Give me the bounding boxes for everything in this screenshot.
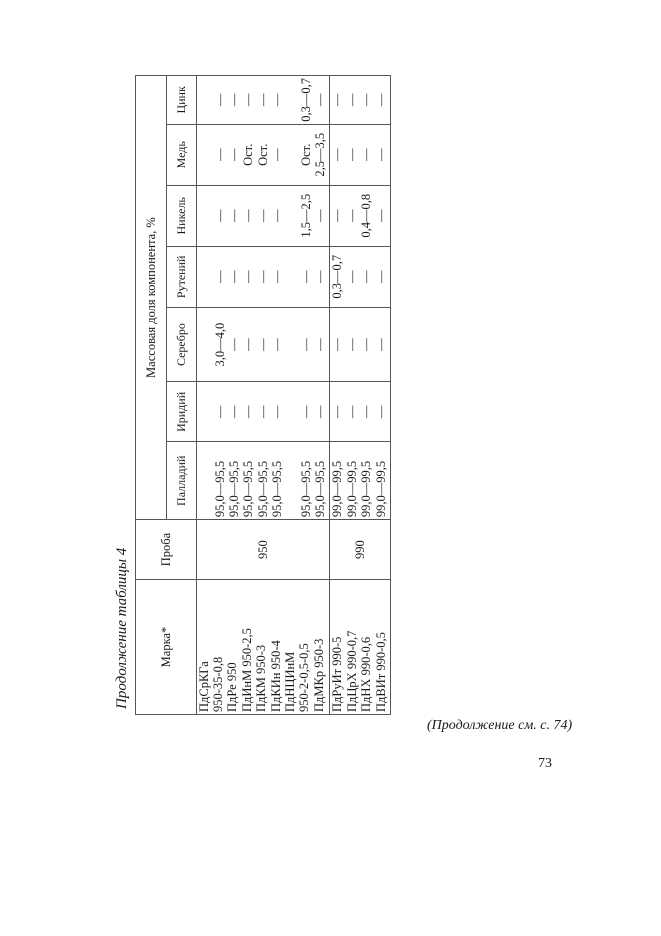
value: — [359, 270, 374, 284]
page-number: 73 [538, 756, 552, 771]
value: — [212, 148, 227, 162]
silver-cell [196, 307, 330, 382]
rotated-table-block [115, 75, 395, 715]
value: — [212, 93, 227, 107]
value: 95,0—95,5 [299, 460, 314, 518]
nickel-cell [196, 185, 330, 246]
mark-item: ПдМКр 950-3 [311, 638, 326, 712]
mark-item: ПдЦрХ 990-0,7 [344, 630, 359, 712]
value: 95,0—95,5 [227, 460, 242, 518]
value: — [313, 270, 328, 284]
value: — [313, 209, 328, 223]
header-row-1 [136, 76, 167, 715]
value: — [241, 93, 256, 107]
value: — [255, 405, 270, 419]
value: — [270, 93, 285, 107]
header-palladium: Палладий [167, 442, 196, 520]
mark-item: ПдСрКГа [196, 661, 211, 712]
value: — [227, 338, 242, 351]
value: 95,0—95,5 [313, 460, 328, 518]
value: — [241, 405, 256, 419]
value: — [373, 93, 388, 107]
marks-cell [330, 580, 391, 715]
continuation-note: (Продолжение см. с. 74) [427, 718, 573, 733]
value: 99,0—99,5 [330, 460, 345, 518]
copper-cell [330, 124, 391, 185]
zinc-cell [330, 76, 391, 125]
mark-item: ПдРуИт 990-5 [330, 636, 345, 712]
table-caption: Продолжение таблицы 4 [114, 547, 130, 709]
value: — [227, 270, 242, 284]
mark-item: ПдНХ 990-0,6 [359, 636, 374, 712]
value: — [270, 209, 285, 223]
value: — [344, 148, 359, 162]
value: 2,5—3,5 [313, 132, 328, 177]
value: — [255, 338, 270, 351]
header-zinc: Цинк [167, 76, 196, 125]
header-mass-fraction: Массовая доля компонента, % [136, 76, 167, 520]
value: 0,3—0,7 [299, 78, 314, 122]
value: — [270, 338, 285, 351]
value: — [241, 338, 256, 351]
value: — [373, 405, 388, 419]
value: — [344, 270, 359, 284]
value: — [330, 209, 345, 223]
header-copper: Медь [167, 124, 196, 185]
palladium-cell [330, 442, 391, 520]
value: 95,0—95,5 [270, 460, 285, 518]
value: — [344, 209, 359, 223]
value: — [359, 148, 374, 162]
ruthenium-cell [196, 246, 330, 307]
value: — [330, 338, 345, 351]
value: — [313, 93, 328, 107]
mark-item: ПдВИт 990-0,5 [373, 632, 388, 712]
ruthenium-cell [330, 246, 391, 307]
value: — [330, 93, 345, 107]
value: — [255, 209, 270, 223]
value: — [241, 209, 256, 223]
mark-item: ПдРе 950 [225, 662, 240, 712]
value: — [212, 270, 227, 284]
value: 95,0—95,5 [241, 460, 256, 518]
zinc-cell [196, 76, 330, 125]
iridium-cell [196, 382, 330, 442]
value: — [212, 405, 227, 419]
mark-item: ПдНЦИнМ [283, 651, 298, 712]
alloy-composition-table [135, 75, 391, 715]
value: — [344, 405, 359, 419]
value: 95,0—95,5 [212, 460, 227, 518]
value: — [227, 209, 242, 223]
value: 0,4—0,8 [359, 193, 374, 238]
value: Ост. [255, 143, 270, 166]
value: — [373, 270, 388, 284]
value: — [270, 405, 285, 419]
header-iridium: Иридий [167, 382, 196, 442]
mark-item: ПдКМ 950-3 [254, 644, 269, 712]
value: — [227, 405, 242, 419]
value: 95,0—95,5 [255, 460, 270, 518]
value: — [359, 338, 374, 351]
value: — [255, 93, 270, 107]
value: 3,0—4,0 [212, 322, 227, 367]
value: 99,0—99,5 [373, 460, 388, 518]
value: Ост. [241, 143, 256, 166]
header-silver: Серебро [167, 307, 196, 382]
value: — [313, 338, 328, 351]
mark-item: 950-35-0,8 [211, 656, 226, 712]
value: — [270, 270, 285, 284]
mark-item: ПдКИн 950-4 [268, 640, 283, 712]
palladium-cell [196, 442, 330, 520]
value: — [241, 270, 256, 284]
value: — [313, 405, 328, 419]
value: 1,5—2,5 [299, 193, 314, 238]
value: Ост. [299, 143, 314, 166]
value: — [270, 148, 285, 162]
table-row-group-950 [196, 76, 330, 715]
value: — [330, 148, 345, 162]
value: 0,3—0,7 [330, 254, 345, 299]
value: — [299, 270, 314, 284]
value: — [344, 338, 359, 351]
value: — [330, 405, 345, 419]
iridium-cell [330, 382, 391, 442]
proba-cell: 950 [196, 520, 330, 580]
copper-cell [196, 124, 330, 185]
value: — [359, 405, 374, 419]
header-mark: Марка* [136, 580, 197, 715]
mark-item: ПдИнМ 950-2,5 [239, 628, 254, 712]
silver-cell [330, 307, 391, 382]
header-proba: Проба [136, 520, 197, 580]
value: — [227, 93, 242, 107]
value: — [255, 270, 270, 284]
table-row-group-990 [330, 76, 391, 715]
marks-cell [196, 580, 330, 715]
proba-cell: 990 [330, 520, 391, 580]
value: — [299, 405, 314, 419]
header-nickel: Никель [167, 185, 196, 246]
value: — [373, 148, 388, 162]
value: — [344, 93, 359, 107]
value: 99,0—99,5 [359, 460, 374, 518]
value: — [299, 338, 314, 351]
mark-item: 950-2-0,5-0,5 [297, 643, 312, 712]
header-ruthenium: Рутений [167, 246, 196, 307]
value: 99,0—99,5 [344, 460, 359, 518]
value: — [212, 209, 227, 223]
nickel-cell [330, 185, 391, 246]
value: — [227, 148, 242, 162]
value: — [373, 338, 388, 351]
value: — [359, 93, 374, 107]
value: — [373, 209, 388, 223]
